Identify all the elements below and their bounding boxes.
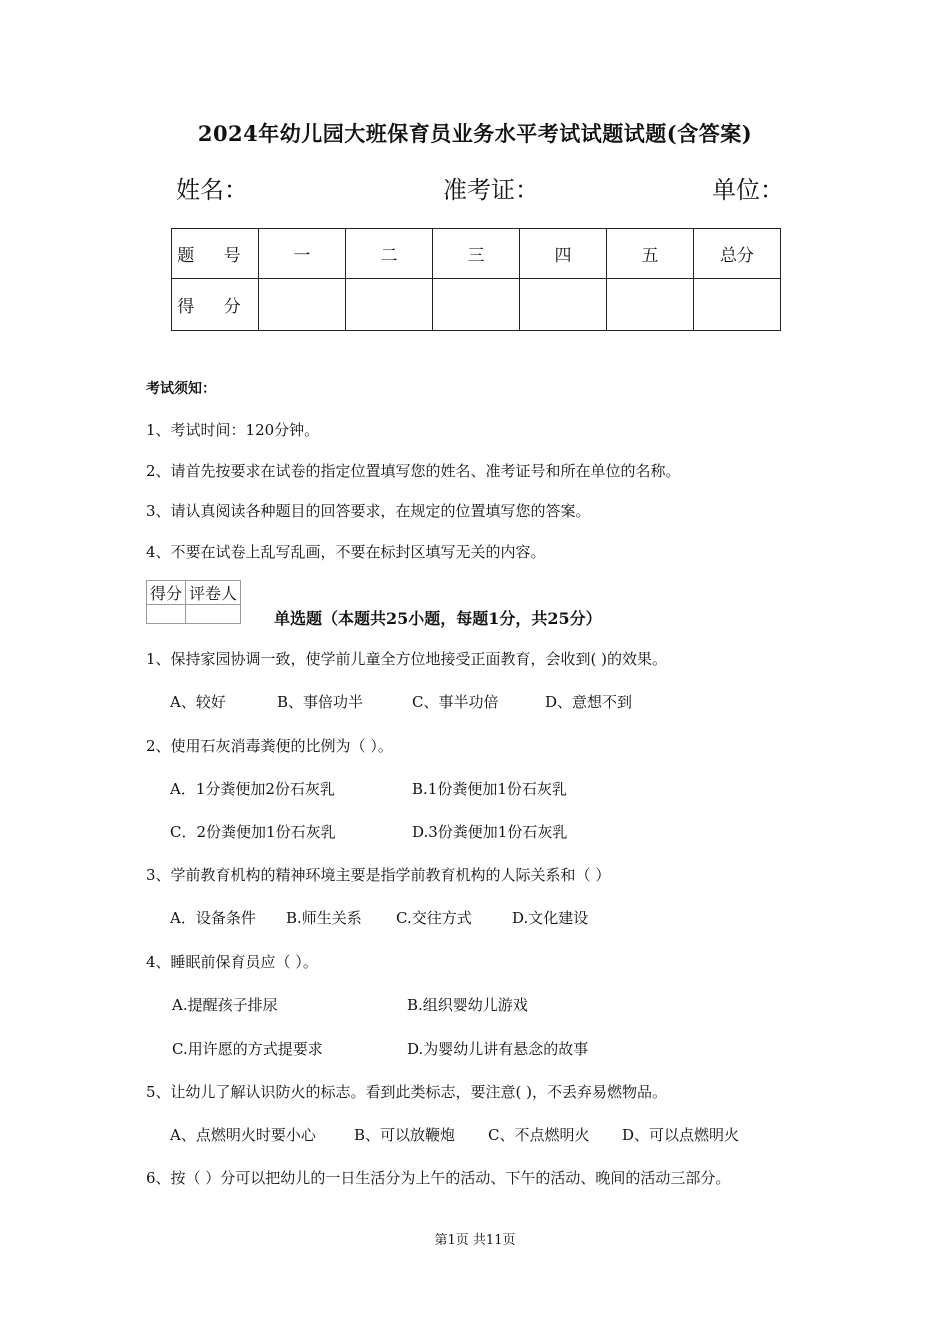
question-option: B、事倍功半 bbox=[277, 693, 364, 711]
score-cell bbox=[346, 279, 433, 331]
name-field-label: 姓名： bbox=[176, 176, 248, 204]
unit-field-label: 单位： bbox=[712, 176, 784, 204]
question-option: A、较好 bbox=[170, 693, 226, 711]
question-stem: 6、按（ ）分可以把幼儿的一日生活分为上午的活动、下午的活动、晚间的活动三部分。 bbox=[146, 1169, 731, 1187]
question-stem: 1、保持家园协调一致，使学前儿童全方位地接受正面教育，会收到( )的效果。 bbox=[146, 650, 668, 668]
notice-heading: 考试须知： bbox=[146, 381, 216, 397]
score-header-cell: 总分 bbox=[694, 229, 781, 279]
question-option: D、可以点燃明火 bbox=[622, 1126, 740, 1144]
question-option: C.用许愿的方式提要求 bbox=[172, 1040, 323, 1058]
score-cell bbox=[433, 279, 520, 331]
score-header-cell: 二 bbox=[346, 229, 433, 279]
score-cell bbox=[520, 279, 607, 331]
question-option: B.师生关系 bbox=[286, 909, 362, 927]
question-option: A.提醒孩子排尿 bbox=[172, 996, 278, 1014]
score-header-cell: 一 bbox=[259, 229, 346, 279]
question-option: B.组织婴幼儿游戏 bbox=[407, 996, 528, 1014]
question-option: C．2份粪便加1份石灰乳 bbox=[170, 823, 336, 841]
notice-item: 3、请认真阅读各种题目的回答要求，在规定的位置填写您的答案。 bbox=[146, 502, 591, 520]
question-option: D.文化建设 bbox=[512, 909, 589, 927]
question-option: A．设备条件 bbox=[170, 909, 256, 927]
notice-item: 2、请首先按要求在试卷的指定位置填写您的姓名、准考证号和所在单位的名称。 bbox=[146, 462, 681, 480]
question-stem: 3、学前教育机构的精神环境主要是指学前教育机构的人际关系和（ ） bbox=[146, 866, 611, 884]
score-header-cell: 题 号 bbox=[172, 229, 259, 279]
question-option: D.3份粪便加1份石灰乳 bbox=[412, 823, 568, 841]
grader-box bbox=[146, 580, 241, 624]
question-option: A．1分粪便加2份石灰乳 bbox=[170, 780, 335, 798]
question-option: C.交往方式 bbox=[396, 909, 472, 927]
question-option: D、意想不到 bbox=[545, 693, 633, 711]
question-stem: 2、使用石灰消毒粪便的比例为（ ）。 bbox=[146, 737, 393, 755]
score-cell bbox=[259, 279, 346, 331]
score-header-cell: 四 bbox=[520, 229, 607, 279]
score-cell bbox=[694, 279, 781, 331]
score-row-label: 得 分 bbox=[172, 279, 259, 331]
grader-score-cell bbox=[147, 605, 186, 624]
page-footer: 第1页 共11页 bbox=[434, 1233, 516, 1248]
notice-item: 4、不要在试卷上乱写乱画，不要在标封区填写无关的内容。 bbox=[146, 543, 546, 561]
question-stem: 5、让幼儿了解认识防火的标志。看到此类标志，要注意( )，不丢弃易燃物品。 bbox=[146, 1083, 668, 1101]
question-option: A、点燃明火时要小心 bbox=[170, 1126, 316, 1144]
notice-item: 1、考试时间：120分钟。 bbox=[146, 421, 320, 439]
score-header-cell: 三 bbox=[433, 229, 520, 279]
question-option: B、可以放鞭炮 bbox=[354, 1126, 456, 1144]
exam-id-field-label: 准考证： bbox=[443, 176, 539, 204]
question-stem: 4、睡眠前保育员应（ ）。 bbox=[146, 953, 318, 971]
question-option: C、事半功倍 bbox=[412, 693, 499, 711]
question-option: D.为婴幼儿讲有悬念的故事 bbox=[407, 1040, 589, 1058]
page-title: 2024年幼儿园大班保育员业务水平考试试题试题(含答案) bbox=[197, 121, 753, 146]
score-table-header-row bbox=[172, 229, 781, 279]
score-table-score-row bbox=[172, 279, 781, 331]
grader-reviewer-label: 评卷人 bbox=[186, 581, 241, 605]
grader-reviewer-cell bbox=[186, 605, 241, 624]
question-option: B.1份粪便加1份石灰乳 bbox=[412, 780, 567, 798]
question-option: C、不点燃明火 bbox=[488, 1126, 590, 1144]
score-cell bbox=[607, 279, 694, 331]
score-table bbox=[171, 228, 781, 331]
section-title: 单选题（本题共25小题，每题1分，共25分） bbox=[274, 609, 602, 628]
score-header-cell: 五 bbox=[607, 229, 694, 279]
grader-score-label: 得分 bbox=[147, 581, 186, 605]
